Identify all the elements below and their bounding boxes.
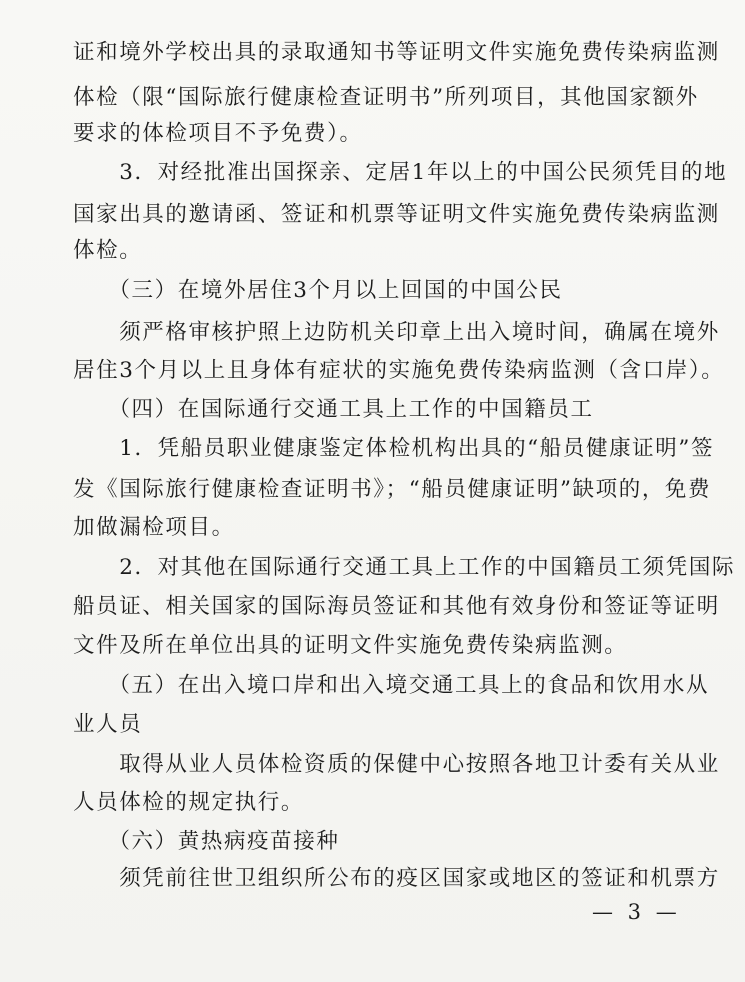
body-line: 体检（限“国际旅行健康检查证明书”所列项目，其他国家额外 — [73, 85, 699, 110]
section-heading: （六）黄热病疫苗接种 — [73, 829, 340, 854]
page-number: — 3 — — [592, 900, 681, 924]
body-line: 国家出具的邀请函、签证和机票等证明文件实施免费传染病监测 — [73, 202, 720, 227]
section-heading: （五）在出入境口岸和出入境交通工具上的食品和饮用水从 — [73, 673, 710, 698]
body-line: 文件及所在单位出具的证明文件实施免费传染病监测。 — [73, 633, 628, 658]
body-line: 取得从业人员体检资质的保健中心按照各地卫计委有关从业 — [73, 752, 720, 777]
section-heading: （三）在境外居住3个月以上回国的中国公民 — [73, 278, 563, 303]
body-line: 1．凭船员职业健康鉴定体检机构出具的“船员健康证明”签 — [73, 436, 715, 461]
section-heading: （四）在国际通行交通工具上工作的中国籍员工 — [73, 397, 594, 422]
section-heading: 业人员 — [73, 712, 143, 737]
body-line: 要求的体检项目不予免费）。 — [73, 121, 363, 146]
body-line: 体检。 — [73, 238, 143, 263]
body-line: 证和境外学校出具的录取通知书等证明文件实施免费传染病监测 — [73, 40, 720, 65]
body-line: 2．对其他在国际通行交通工具上工作的中国籍员工须凭国际 — [73, 555, 736, 580]
body-line: 船员证、相关国家的国际海员签证和其他有效身份和签证等证明 — [73, 594, 720, 619]
body-line: 发《国际旅行健康检查证明书》；“船员健康证明”缺项的，免费 — [73, 477, 712, 502]
body-line: 须凭前往世卫组织所公布的疫区国家或地区的签证和机票方 — [73, 866, 720, 891]
body-line: 3．对经批准出国探亲、定居1年以上的中国公民须凭目的地 — [73, 160, 728, 185]
body-line: 居住3个月以上且身体有症状的实施免费传染病监测（含口岸）。 — [73, 358, 725, 383]
body-line: 须严格审核护照上边防机关印章上出入境时间，确属在境外 — [73, 320, 720, 345]
body-line: 加做漏检项目。 — [73, 515, 235, 540]
body-line: 人员体检的规定执行。 — [73, 790, 305, 815]
